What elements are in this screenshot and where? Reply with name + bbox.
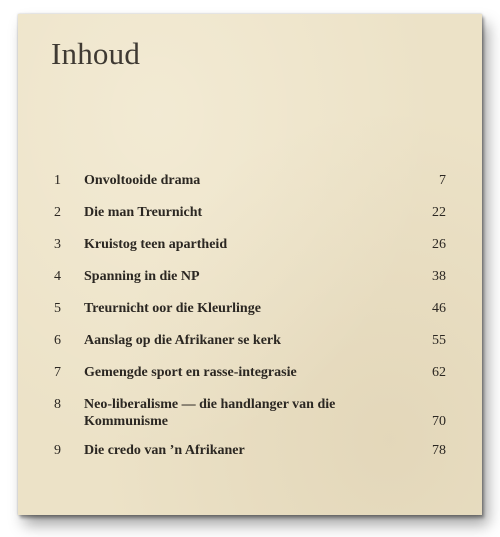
- toc-entry: [54, 364, 446, 396]
- chapter-title: [84, 204, 394, 221]
- chapter-title: [84, 332, 394, 349]
- chapter-page-number: 22: [432, 205, 446, 220]
- toc-entry: [54, 442, 446, 474]
- chapter-title-line: Die man Treurnicht: [84, 205, 203, 220]
- chapter-page-number: 26: [432, 237, 446, 252]
- chapter-number: 2: [54, 205, 61, 220]
- chapter-number: 3: [54, 237, 61, 252]
- toc-entry: [54, 268, 446, 300]
- chapter-title: [84, 172, 394, 189]
- chapter-title-line: Treurnicht oor die Kleurlinge: [84, 301, 261, 316]
- chapter-title-line: Die credo van ’n Afrikaner: [84, 443, 245, 458]
- chapter-page-number: 70: [432, 414, 446, 429]
- chapter-title: [84, 396, 394, 430]
- chapter-title: [84, 236, 394, 253]
- chapter-title: [84, 442, 394, 459]
- chapter-number: 1: [54, 173, 61, 188]
- toc-entry: [54, 332, 446, 364]
- chapter-title-line: Spanning in die NP: [84, 269, 200, 284]
- chapter-page-number: 7: [439, 173, 446, 188]
- chapter-title: [84, 364, 394, 381]
- chapter-number: 7: [54, 365, 61, 380]
- chapter-page-number: 55: [432, 333, 446, 348]
- chapter-title-line: Gemengde sport en rasse-integrasie: [84, 365, 297, 380]
- toc-entry: [54, 396, 446, 442]
- page-title: Inhoud: [51, 36, 141, 71]
- chapter-number: 8: [54, 397, 61, 412]
- table-of-contents: [54, 172, 446, 474]
- chapter-page-number: 62: [432, 365, 446, 380]
- chapter-page-number: 46: [432, 301, 446, 316]
- chapter-title: [84, 300, 394, 317]
- chapter-title-line: Neo-liberalisme — die handlanger van die: [84, 397, 336, 412]
- chapter-page-number: 78: [432, 443, 446, 458]
- chapter-number: 5: [54, 301, 61, 316]
- chapter-number: 4: [54, 269, 61, 284]
- chapter-title: [84, 268, 394, 285]
- chapter-title-line: Aanslag op die Afrikaner se kerk: [84, 333, 281, 348]
- chapter-number: 9: [54, 443, 61, 458]
- chapter-title-line: Kommunisme: [84, 414, 168, 429]
- toc-entry: [54, 172, 446, 204]
- book-page: [18, 14, 482, 515]
- chapter-number: 6: [54, 333, 61, 348]
- toc-entry: [54, 204, 446, 236]
- toc-entry: [54, 300, 446, 332]
- chapter-page-number: 38: [432, 269, 446, 284]
- chapter-title-line: Kruistog teen apartheid: [84, 237, 228, 252]
- toc-entry: [54, 236, 446, 268]
- chapter-title-line: Onvoltooide drama: [84, 173, 201, 188]
